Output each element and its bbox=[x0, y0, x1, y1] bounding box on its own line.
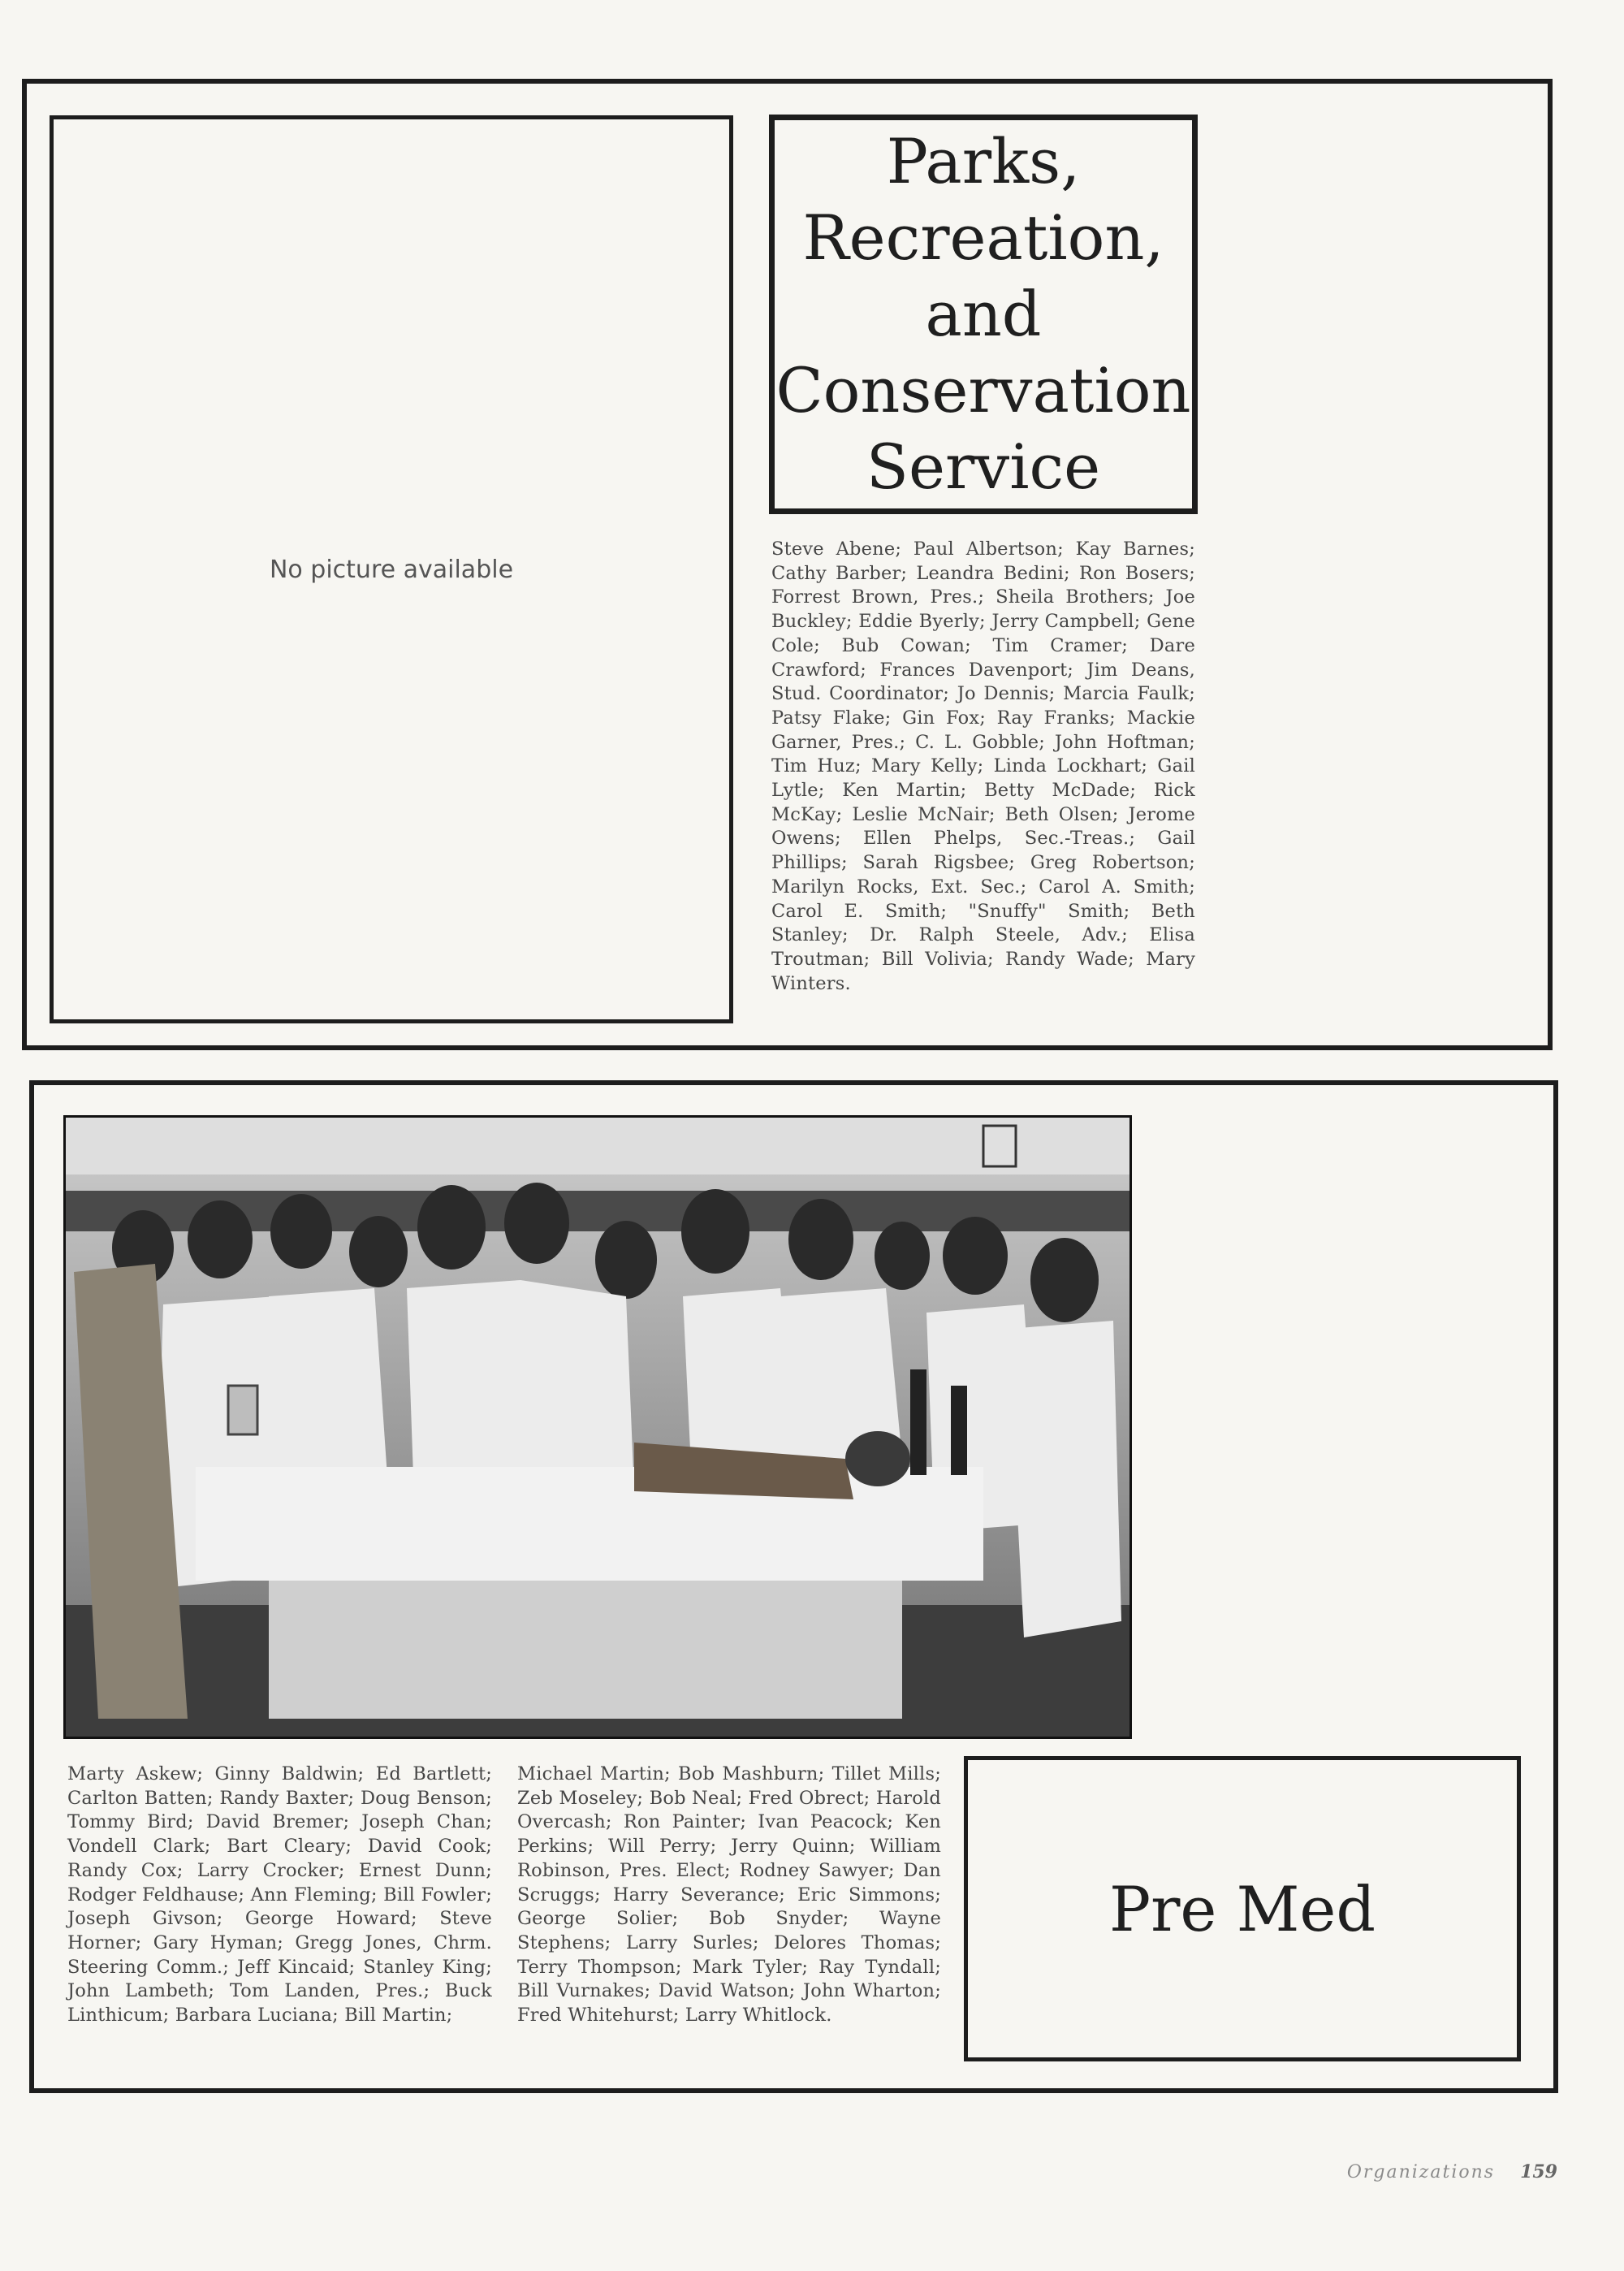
premed-member-list-col1: Marty Askew; Ginny Baldwin; Ed Bartlett; Carlton Batten; Randy Baxter; Doug Benson; Tommy Bird; David Bremer; Joseph Chan; Vondell Clark; Bart Cleary; David Cook; Randy Cox; Larry Crocker; Ernest Dunn; Rodger Feldhause; Ann Fleming; Bill Fowler; Joseph Givson; George Howard; Steve Horner; Gary Hyman; Gregg Jones, Chrm. Steering Comm.; Jeff Kincaid; Stanley King; John Lambeth; Tom Landen, Pres.; Buck Linthicum; Barbara Luciana; Bill Martin; bbox=[67, 1763, 492, 2027]
parks-recreation-title: Parks, Recreation, and Conservation Service bbox=[775, 125, 1191, 503]
parks-member-list: Steve Abene; Paul Albertson; Kay Barnes; Cathy Barber; Leandra Bedini; Ron Bosers; Forrest Brown, Pres.; Sheila Brothers; Joe Buckley; Eddie Byerly; Jerry Campbell; Gene Cole; Bub Cowan; Tim Cramer; Dare Crawford; Frances Davenport; Jim Deans, Stud. Coordinator; Jo Dennis; Marcia Faulk; Patsy Flake; Gin Fox; Ray Franks; Mackie Garner, Pres.; C. L. Gobble; John Hoftman; Tim Huz; Mary Kelly; Linda Lockhart; Gail Lytle; Ken Martin; Betty McDade; Rick McKay; Leslie McNair; Beth Olsen; Jerome Owens; Ellen Phelps, Sec.-Treas.; Gail Phillips; Sarah Rigsbee; Greg Robertson; Marilyn Rocks, Ext. Sec.; Carol A. Smith; Carol E. Smith; "Snuffy" Smith; Beth Stanley; Dr. Ralph Steele, Adv.; Elisa Troutman; Bill Volivia; Randy Wade; Mary Winters. bbox=[771, 539, 1195, 994]
premed-title-box bbox=[964, 1756, 1521, 2061]
premed-title: Pre Med bbox=[1108, 1872, 1376, 1945]
page-number: 159 bbox=[1520, 2161, 1557, 2182]
premed-member-list-col2: Michael Martin; Bob Mashburn; Tillet Mills; Zeb Moseley; Bob Neal; Fred Obrect; Harold Overcash; Ron Painter; Ivan Peacock; Ken Perkins; Will Perry; Jerry Quinn; William Robinson, Pres. Elect; Rodney Sawyer; Dan Scruggs; Harry Severance; Eric Simmons; George Solier; Bob Snyder; Wayne Stephens; Larry Surles; Delores Thomas; Terry Thompson; Mark Tyler; Ray Tyndall; Bill Vurnakes; David Watson; John Wharton; Fred Whitehurst; Larry Whitlock. bbox=[517, 1763, 941, 2027]
group-photo bbox=[63, 1115, 1132, 1739]
placeholder-text: No picture available bbox=[269, 555, 514, 584]
page-footer bbox=[1347, 2161, 1557, 2182]
footer-section-label: Organizations bbox=[1346, 2162, 1496, 2182]
photo-placeholder bbox=[50, 115, 733, 1023]
parks-title-box bbox=[769, 115, 1198, 514]
group-photo-image bbox=[66, 1118, 1129, 1737]
